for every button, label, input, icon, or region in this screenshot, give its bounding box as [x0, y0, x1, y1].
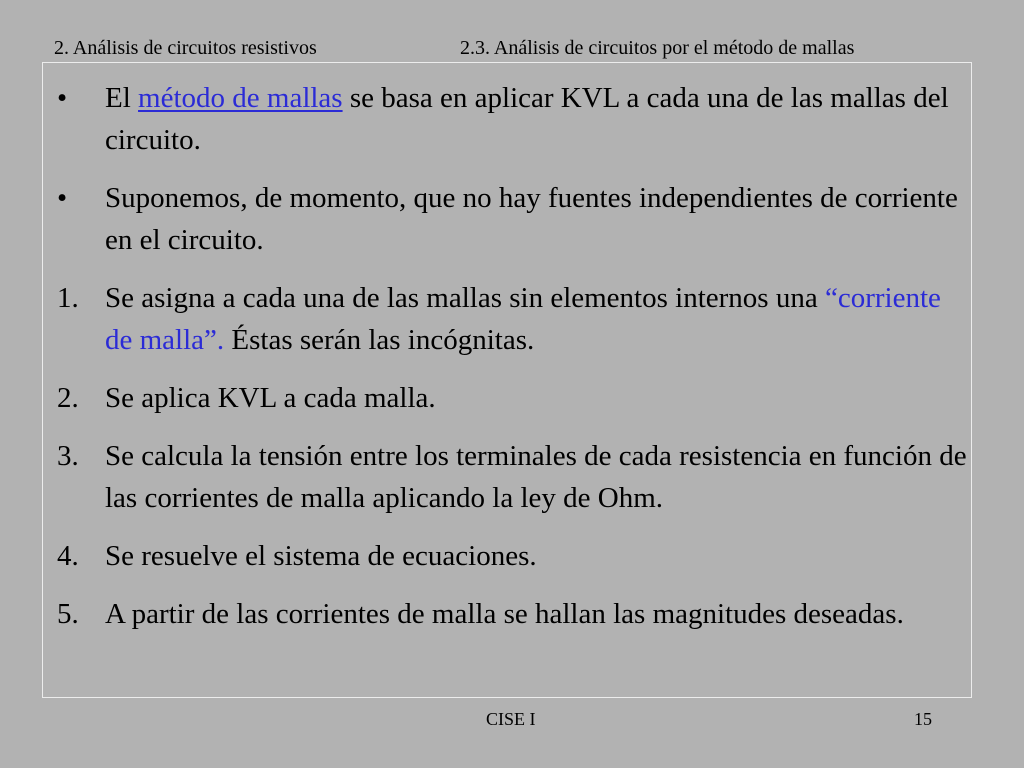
step-number: 5. — [57, 598, 79, 630]
step-number: 3. — [57, 440, 79, 472]
header-subsection-title: 2.3. Análisis de circuitos por el método de mallas — [460, 37, 855, 59]
step-number: 2. — [57, 382, 79, 414]
bullet-marker: • — [57, 182, 68, 214]
step-item-5 — [57, 593, 967, 635]
bullet-text-before: El — [105, 82, 139, 114]
step-number: 4. — [57, 540, 79, 572]
footer-page-number: 15 — [914, 709, 932, 729]
metodo-de-mallas-link[interactable]: método de mallas — [138, 82, 343, 114]
step-text-before: Se asigna a cada una de las mallas sin elementos internos una — [105, 282, 825, 314]
step-text: Se resuelve el sistema de ecuaciones. — [105, 540, 537, 572]
footer-course-name: CISE I — [486, 709, 536, 729]
slide-content-box — [42, 62, 972, 698]
step-text: Se aplica KVL a cada malla. — [105, 382, 436, 414]
content-list — [57, 77, 967, 651]
step-text: A partir de las corrientes de malla se hallan las magnitudes deseadas. — [105, 598, 904, 630]
bullet-text — [105, 77, 967, 161]
step-item-2 — [57, 377, 967, 419]
bullet-text: Suponemos, de momento, que no hay fuentes independientes de corriente en el circuito. — [105, 182, 958, 256]
step-text-after: Éstas serán las incógnitas. — [224, 324, 535, 356]
step-text: Se calcula la tensión entre los terminales de cada resistencia en función de las corrientes de malla aplicando la ley de Ohm. — [105, 440, 967, 514]
header-section-title: 2. Análisis de circuitos resistivos — [54, 37, 317, 59]
bullet-marker: • — [57, 82, 68, 114]
step-number: 1. — [57, 282, 79, 314]
step-item-1 — [57, 277, 967, 361]
step-text — [105, 277, 967, 361]
corriente-de-malla-highlight: “corriente de malla”. — [105, 282, 941, 356]
bullet-item-1 — [57, 77, 967, 161]
bullet-item-2 — [57, 177, 967, 261]
step-item-4 — [57, 535, 967, 577]
step-item-3 — [57, 435, 967, 519]
bullet-text-after: se basa en aplicar KVL a cada una de las mallas del circuito. — [105, 82, 949, 156]
